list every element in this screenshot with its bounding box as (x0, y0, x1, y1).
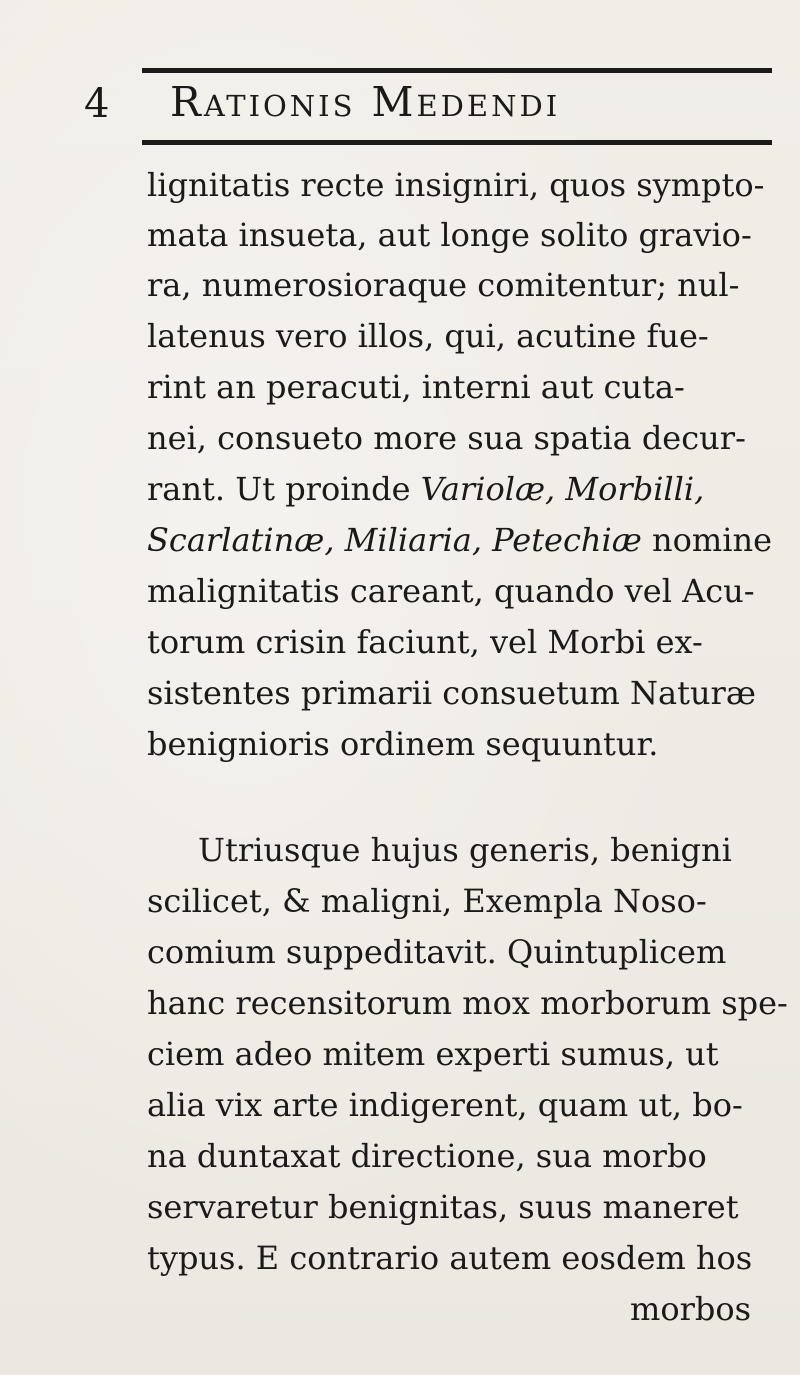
text-line: mata insueta, aut longe solito gravio- (147, 216, 752, 254)
text-line: lignitatis recte insigniri, quos sympto- (147, 166, 765, 204)
text-line: latenus vero illos, qui, acutine fue- (147, 317, 709, 355)
catchword: morbos (630, 1290, 752, 1328)
text-line: typus. E contrario autem eosdem hos (147, 1239, 753, 1277)
italic-disease-names: Variolæ, Morbilli, (420, 470, 705, 508)
text-line: rint an peracuti, interni aut cuta- (147, 368, 685, 406)
text-line: hanc recensitorum mox morborum spe- (147, 984, 788, 1022)
italic-disease-names: Scarlatinæ, Miliaria, Petechiæ (147, 521, 642, 559)
text-line: nei, consueto more sua spatia decur- (147, 419, 746, 457)
page-number: 4 (84, 81, 110, 127)
text-line: torum crisin faciunt, vel Morbi ex- (147, 623, 703, 661)
text-span: rant. Ut proinde (147, 470, 421, 508)
text-line: comium suppeditavit. Quintuplicem (147, 933, 727, 971)
running-title: Rationis Medendi (170, 78, 561, 126)
text-line: ciem adeo mitem experti sumus, ut (147, 1035, 719, 1073)
text-line: alia vix arte indigerent, quam ut, bo- (147, 1086, 743, 1124)
text-line (147, 469, 704, 509)
text-line: malignitatis careant, quando vel Acu- (147, 572, 755, 610)
text-line: benignioris ordinem sequuntur. (147, 725, 659, 763)
text-line: na duntaxat directione, sua morbo (147, 1137, 707, 1175)
top-rule (142, 68, 772, 73)
text-line: ra, numerosioraque comitentur; nul- (147, 266, 740, 304)
text-span: nomine (641, 521, 772, 559)
text-line (147, 520, 772, 560)
header-rule (142, 140, 772, 145)
text-line: scilicet, & maligni, Exempla Noso- (147, 882, 707, 920)
text-line: Utriusque hujus generis, benigni (198, 831, 732, 869)
text-line: servaretur benignitas, suus maneret (147, 1188, 739, 1226)
text-line: sistentes primarii consuetum Naturæ (147, 674, 756, 712)
